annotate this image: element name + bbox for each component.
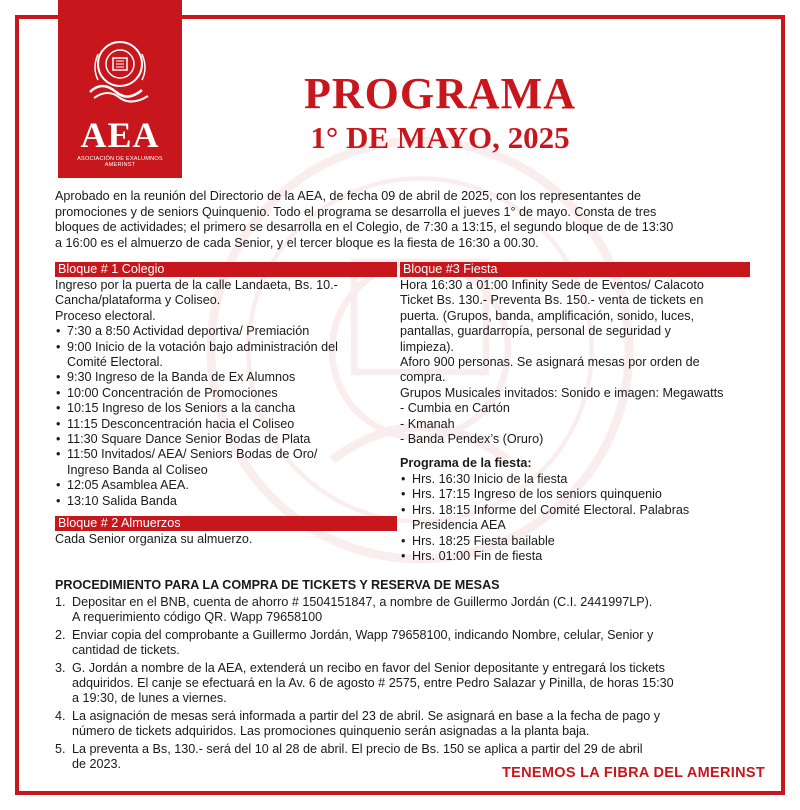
bloque-3-text: puerta. (Grupos, banda, amplificación, sonido, luces, [400,308,695,323]
bloque-1-schedule [55,324,397,509]
bloque-2-text: Cada Senior organiza su almuerzo. [55,532,253,546]
list-item: • 10:00 Concentración de Promociones [55,386,397,401]
procedure-steps [55,595,745,772]
bloque-2-section [55,516,397,547]
page-title: PROGRAMA [304,69,576,118]
intro-line: promociones y de seniors Quinquenio. Todo el programa se desarrolla el jueves 1° de mayo. Consta de tres [55,204,657,219]
bloque-1-section [55,262,397,509]
list-item: 2. Enviar copia del comprobante a Guillermo Jordán, Wapp 79658100, indicando Nombre, celular, Senior y cantidad de tickets. [55,627,654,658]
bloque-3-section [400,262,750,564]
bloque-3-text: - Cumbia en Cartón [400,401,510,416]
list-item: 5. La preventa a Bs, 130.- será del 10 al 28 de abril. El precio de Bs. 150 se aplica a partir del 29 de abril de 2023. [55,741,643,772]
laurel-wreath-seal-icon [80,34,160,114]
list-item: • 10:15 Ingreso de los Seniors a la cancha [55,401,397,416]
bloque-3-text: pantallas, guardarropía, personal de seguridad y [400,324,671,339]
intro-paragraph [55,189,745,251]
bloque-3-text: - Kmanah [400,416,455,431]
ticket-procedure [55,577,745,772]
party-program-title: Programa de la fiesta: [400,456,532,471]
bloque-2-header: Bloque # 2 Almuerzos [55,516,397,531]
procedure-title: PROCEDIMIENTO PARA LA COMPRA DE TICKETS Y RESERVA DE MESAS [55,578,500,592]
logo-acronym: AEA [80,115,160,155]
list-item: 4. La asignación de mesas será informada a partir del 23 de abril. Se asignará en base a la fecha de pago y número de tickets adquiridos. Las promociones quinquenio serán asignadas a la planta baja. [55,708,661,739]
list-item: • Hrs. 17:15 Ingreso de los seniors quinquenio [400,487,750,502]
bloque-3-header: Bloque #3 Fiesta [400,262,750,277]
aea-logo [58,0,182,178]
intro-line: Aprobado en la reunión del Directorio de la AEA, de fecha 09 de abril de 2025, con los representantes de [55,189,642,203]
bloque-3-text: Hora 16:30 a 01:00 Infinity Sede de Eventos/ Calacoto [400,278,704,292]
list-item: • 12:05 Asamblea AEA. [55,478,397,493]
logo-subtitle: ASOCIACIÓN DE EXALUMNOS AMERINST [77,156,163,168]
list-item: 1. Depositar en el BNB, cuenta de ahorro # 1504151847, a nombre de Guillermo Jordán (C.I. 2441997LP). A requerimiento código QR. Wapp 79658100 [55,595,653,625]
list-item: 3. G. Jordán a nombre de la AEA, extenderá un recibo en favor del Senior depositante y entregará los tickets adquiridos. El canje se efectuará en la Av. 6 de agosto # 2575, entre Pedro Salazar y Pinilla, de horas 15:30 a 19:30, de lunes a viernes. [55,660,674,706]
list-item: • 13:10 Salida Banda [55,494,397,509]
party-schedule [400,472,750,564]
list-item: • 9:00 Inicio de la votación bajo administración del Comité Electoral. [55,340,397,371]
bloque-1-text: Cancha/plataforma y Coliseo. [55,293,221,308]
bloque-1-text: Proceso electoral. [55,308,156,323]
bloque-1-text: Ingreso por la puerta de la calle Landaeta, Bs. 10.- [55,278,338,292]
list-item: • 11:50 Invitados/ AEA/ Seniors Bodas de Oro/ Ingreso Banda al Coliseo [55,447,397,478]
list-item: • Hrs. 18:25 Fiesta bailable [400,534,750,549]
list-item: • Hrs. 16:30 Inicio de la fiesta [400,472,750,487]
bloque-3-text: Grupos Musicales invitados: Sonido e imagen: Megawatts [400,385,724,400]
bloque-3-text: - Banda Pendex’s (Oruro) [400,432,544,447]
bloque-3-text: Ticket Bs. 130.- Preventa Bs. 150.- venta de tickets en [400,293,704,308]
bloque-3-text: Aforo 900 personas. Se asignará mesas por orden de [400,355,700,370]
bloque-1-header: Bloque # 1 Colegio [55,262,397,277]
slogan: TENEMOS LA FIBRA DEL AMERINST [502,765,765,781]
list-item: • Hrs. 01:00 Fin de fiesta [400,549,750,564]
intro-line: a 16:00 es el almuerzo de cada Senior, y el tercer bloque es la fiesta de 16:30 a 00.30. [55,235,539,250]
list-item: • 11:15 Desconcentración hacia el Coliseo [55,417,397,432]
list-item: • 9:30 Ingreso de la Banda de Ex Alumnos [55,370,397,385]
list-item: • 7:30 a 8:50 Actividad deportiva/ Premiación [55,324,397,339]
list-item: • 11:30 Square Dance Senior Bodas de Plata [55,432,397,447]
list-item: • Hrs. 18:15 Informe del Comité Electoral. Palabras Presidencia AEA [400,503,750,534]
page-subtitle-date: 1° DE MAYO, 2025 [310,120,570,155]
intro-line: bloques de actividades; el primero se desarrolla en el Colegio, de 7:30 a 13:15, el segundo bloque de de 13:30 [55,220,674,235]
bloque-3-text: compra. [400,370,446,385]
bloque-3-text: limpieza). [400,339,454,354]
